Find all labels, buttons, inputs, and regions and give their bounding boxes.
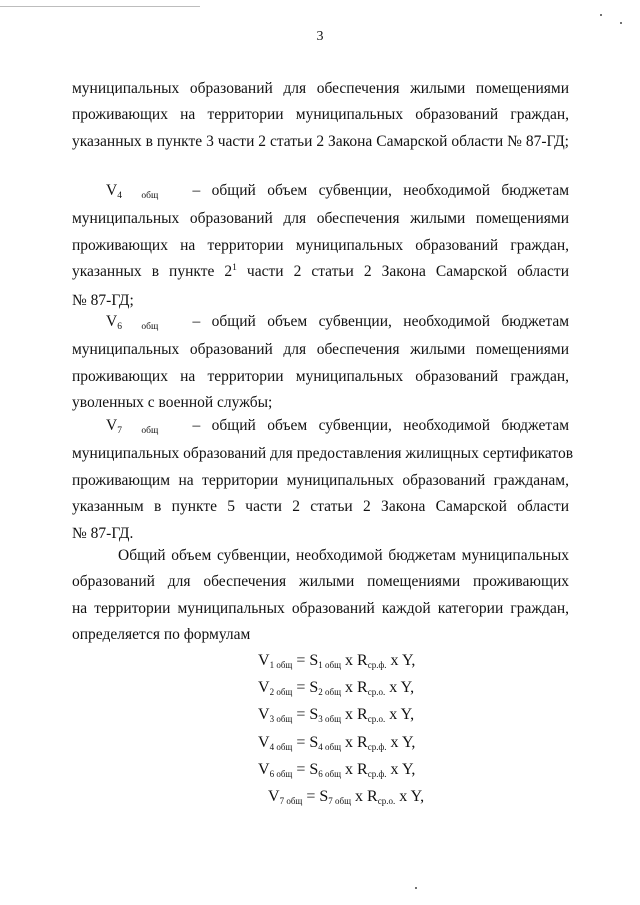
formula-symbol: V (268, 788, 280, 806)
text-line: проживающих на территории муниципальных образований граждан, (72, 106, 569, 124)
formula-operator: = (292, 733, 310, 751)
formula-subscript: 1 общ (269, 660, 293, 670)
formula-operator: x (341, 706, 358, 724)
text-line: на территории муниципальных образований каждой категории граждан, (72, 599, 569, 617)
formula-symbol: S (319, 788, 329, 806)
formula-symbol: S (309, 733, 319, 751)
formula-symbol: R (357, 733, 368, 751)
text-line: – общий объем субвенции, необходимой бюджетам (192, 417, 570, 434)
formula-symbol: V (258, 652, 270, 669)
text-line-with-superscript (72, 259, 569, 287)
formula-symbol: S (309, 679, 319, 697)
scan-speck (620, 22, 622, 24)
text-line: проживающих на территории муниципальных образований граждан, (72, 367, 569, 385)
formula-v4 (258, 730, 640, 757)
formula-v7 (268, 784, 640, 811)
formula-symbol: R (357, 760, 368, 778)
definition-index: 7 (117, 426, 122, 436)
text-line: муниципальных образований для обеспечения жилыми помещениями (72, 341, 569, 359)
formula-subscript: 3 общ (269, 714, 293, 725)
page-number: 3 (316, 29, 324, 44)
definition-subscript: общ (141, 191, 159, 201)
formula-symbol: V (258, 706, 270, 724)
text-fragment: указанных в пункте 2 (72, 263, 233, 281)
formula-subscript: 4 общ (269, 741, 293, 752)
formula-operator: x (341, 760, 358, 778)
text-line: Общий объем субвенции, необходимой бюджетам муниципальных (118, 547, 569, 564)
text-line: муниципальных образований для обеспечения жилыми помещениями (72, 210, 569, 228)
formula-subscript: 1 общ (318, 660, 342, 670)
formula-v2 (258, 675, 640, 702)
top-divider (0, 6, 200, 7)
text-line: определяется по формулам (72, 626, 251, 644)
formula-tail: x Y, (386, 733, 416, 751)
formula-subscript: ср.ф. (367, 741, 387, 752)
formula-operator: x (341, 652, 358, 669)
paragraph-intro (72, 76, 569, 155)
definition-first-line (72, 413, 569, 441)
formula-operator: x (351, 788, 368, 806)
formula-symbol: R (357, 679, 368, 697)
formula-operator: = (292, 652, 310, 669)
definition-index: 6 (117, 322, 122, 332)
formula-v3 (258, 702, 640, 729)
superscript: 1 (232, 263, 237, 274)
formula-symbol: R (357, 706, 368, 724)
formula-tail: x Y, (386, 652, 416, 669)
definition-subscript: общ (141, 322, 159, 332)
formula-operator: x (341, 679, 358, 697)
definition-v7 (72, 413, 574, 547)
text-line: – общий объем субвенции, необходимой бюджетам (192, 313, 570, 330)
formula-tail: x Y, (385, 679, 415, 697)
formula-subscript: ср.ф. (367, 768, 387, 779)
formula-operator: = (302, 788, 320, 806)
formula-subscript: 3 общ (318, 714, 342, 725)
formula-subscript: 7 общ (328, 796, 352, 807)
text-line: муниципальных образований для обеспечения жилыми помещениями (72, 80, 569, 97)
definition-index: 4 (117, 191, 122, 201)
formula-symbol: S (309, 760, 319, 778)
text-line: № 87-ГД; (72, 291, 134, 309)
scan-speck (415, 887, 417, 889)
formula-operator: = (292, 679, 310, 697)
definition-symbol: V (106, 313, 118, 330)
formula-subscript: 2 общ (269, 687, 293, 698)
text-line: проживающих на территории муниципальных образований граждан, (72, 236, 569, 254)
text-line: – общий объем субвенции, необходимой бюджетам (192, 182, 570, 199)
text-line: проживающим на территории муниципальных образований гражданам, (72, 471, 569, 489)
formula-operator: x (341, 733, 358, 751)
formula-symbol: V (258, 760, 270, 778)
formula-subscript: 7 общ (279, 796, 303, 807)
text-fragment: части 2 статьи 2 Закона Самарской области (246, 263, 569, 281)
formula-symbol: S (309, 706, 319, 724)
definition-symbol: V (106, 417, 118, 434)
definition-first-line (72, 178, 569, 206)
definition-first-line (72, 309, 569, 337)
formula-subscript: ср.о. (367, 687, 386, 698)
definition-subscript: общ (141, 426, 159, 436)
definition-v4 (72, 178, 569, 314)
formula-subscript: 6 общ (269, 768, 293, 779)
formula-tail: x Y, (385, 706, 415, 724)
formula-symbol: R (367, 788, 378, 806)
text-line: указанных в пункте 3 части 2 статьи 2 Закона Самарской области № 87-ГД; (72, 132, 569, 150)
formula-v1 (258, 648, 640, 675)
formula-subscript: ср.о. (377, 796, 396, 807)
text-line: образований для обеспечения жилыми помещениями проживающих (72, 573, 569, 591)
formula-symbol: V (258, 679, 270, 697)
formula-subscript: ср.о. (367, 714, 386, 725)
text-line: указанным в пункте 5 части 2 статьи 2 Закона Самарской области (72, 498, 569, 516)
scan-speck (600, 14, 602, 16)
formula-symbol: R (357, 652, 368, 669)
formula-subscript: 4 общ (318, 741, 342, 752)
paragraph-total (72, 543, 569, 649)
formula-v6 (258, 757, 640, 784)
text-line: муниципальных образований для предоставления жилищных сертификатов (72, 445, 574, 463)
formula-tail: x Y, (386, 760, 416, 778)
formula-list (0, 648, 640, 811)
formula-subscript: 2 общ (318, 687, 342, 698)
text-line: № 87-ГД. (72, 524, 134, 542)
formula-tail: x Y, (395, 788, 425, 806)
definition-v6 (72, 309, 569, 417)
text-line: уволенных с военной службы; (72, 394, 273, 412)
formula-subscript: ср.ф. (367, 660, 387, 670)
formula-operator: = (292, 760, 310, 778)
formula-operator: = (292, 706, 310, 724)
formula-symbol: S (309, 652, 319, 669)
definition-symbol: V (106, 182, 118, 199)
formula-symbol: V (258, 733, 270, 751)
formula-subscript: 6 общ (318, 768, 342, 779)
